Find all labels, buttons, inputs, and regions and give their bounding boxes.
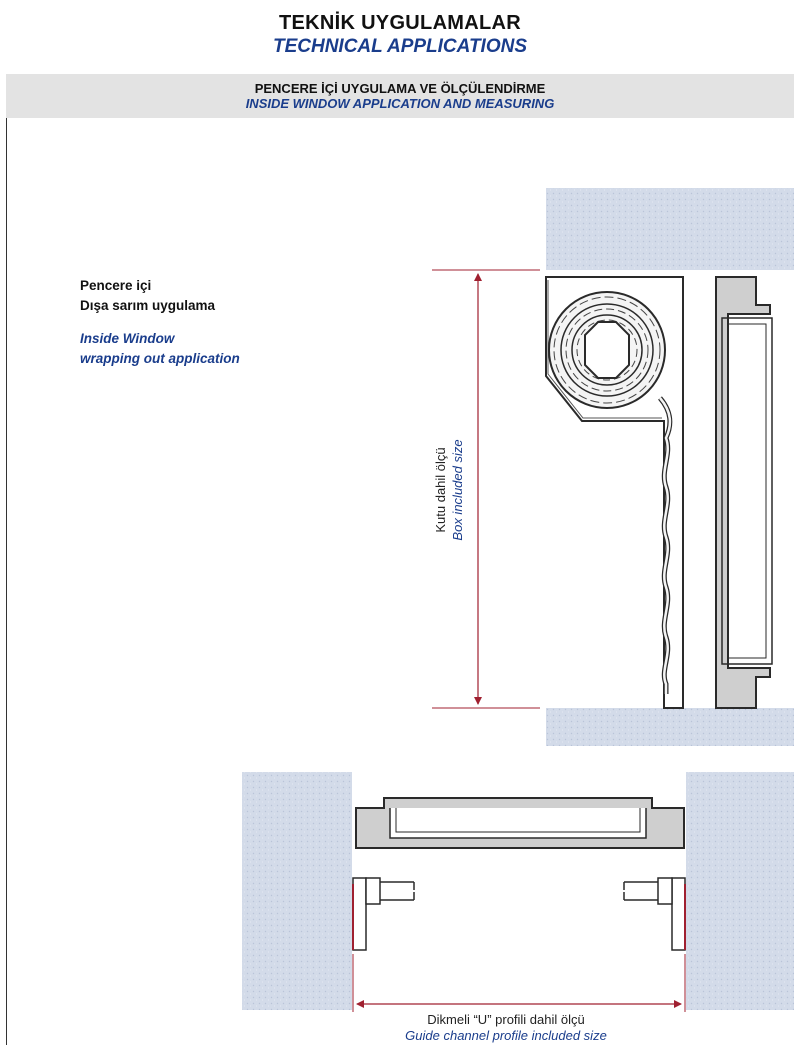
window-glazing-bead <box>728 324 766 658</box>
right-guide-channel <box>624 878 685 950</box>
window-frame-profile <box>716 277 770 708</box>
title-turkish: TEKNİK UYGULAMALAR <box>278 12 522 34</box>
sill-wall <box>546 708 794 746</box>
lintel-wall <box>546 188 794 270</box>
box-dimension-label-en: Box included size <box>450 439 465 541</box>
guide-dimension-label-tr: Dikmeli “U” profili dahil ölçü <box>427 1012 585 1027</box>
window-sash <box>722 318 772 664</box>
description-line-2-tr: Dışa sarım uygulama <box>80 298 216 313</box>
left-guide-channel <box>353 878 414 950</box>
box-dimension-label-tr: Kutu dahil ölçü <box>433 447 448 533</box>
octagonal-axle <box>585 322 629 378</box>
description-line-1-tr: Pencere içi <box>80 278 152 293</box>
right-wall-reveal <box>686 772 794 1010</box>
section-title-turkish: PENCERE İÇİ UYGULAMA VE ÖLÇÜLENDİRME <box>254 81 546 96</box>
section-title-english: INSIDE WINDOW APPLICATION AND MEASURING <box>245 96 555 111</box>
window-sash-plan <box>390 808 646 838</box>
description-line-2-en: wrapping out application <box>80 351 240 366</box>
left-wall-reveal <box>242 772 352 1010</box>
side-section-view <box>432 188 794 746</box>
title-english: TECHNICAL APPLICATIONS <box>272 36 528 57</box>
description-line-1-en: Inside Window <box>80 331 175 346</box>
plan-section-view <box>242 772 794 1043</box>
guide-dimension-label-en: Guide channel profile included size <box>405 1028 607 1043</box>
